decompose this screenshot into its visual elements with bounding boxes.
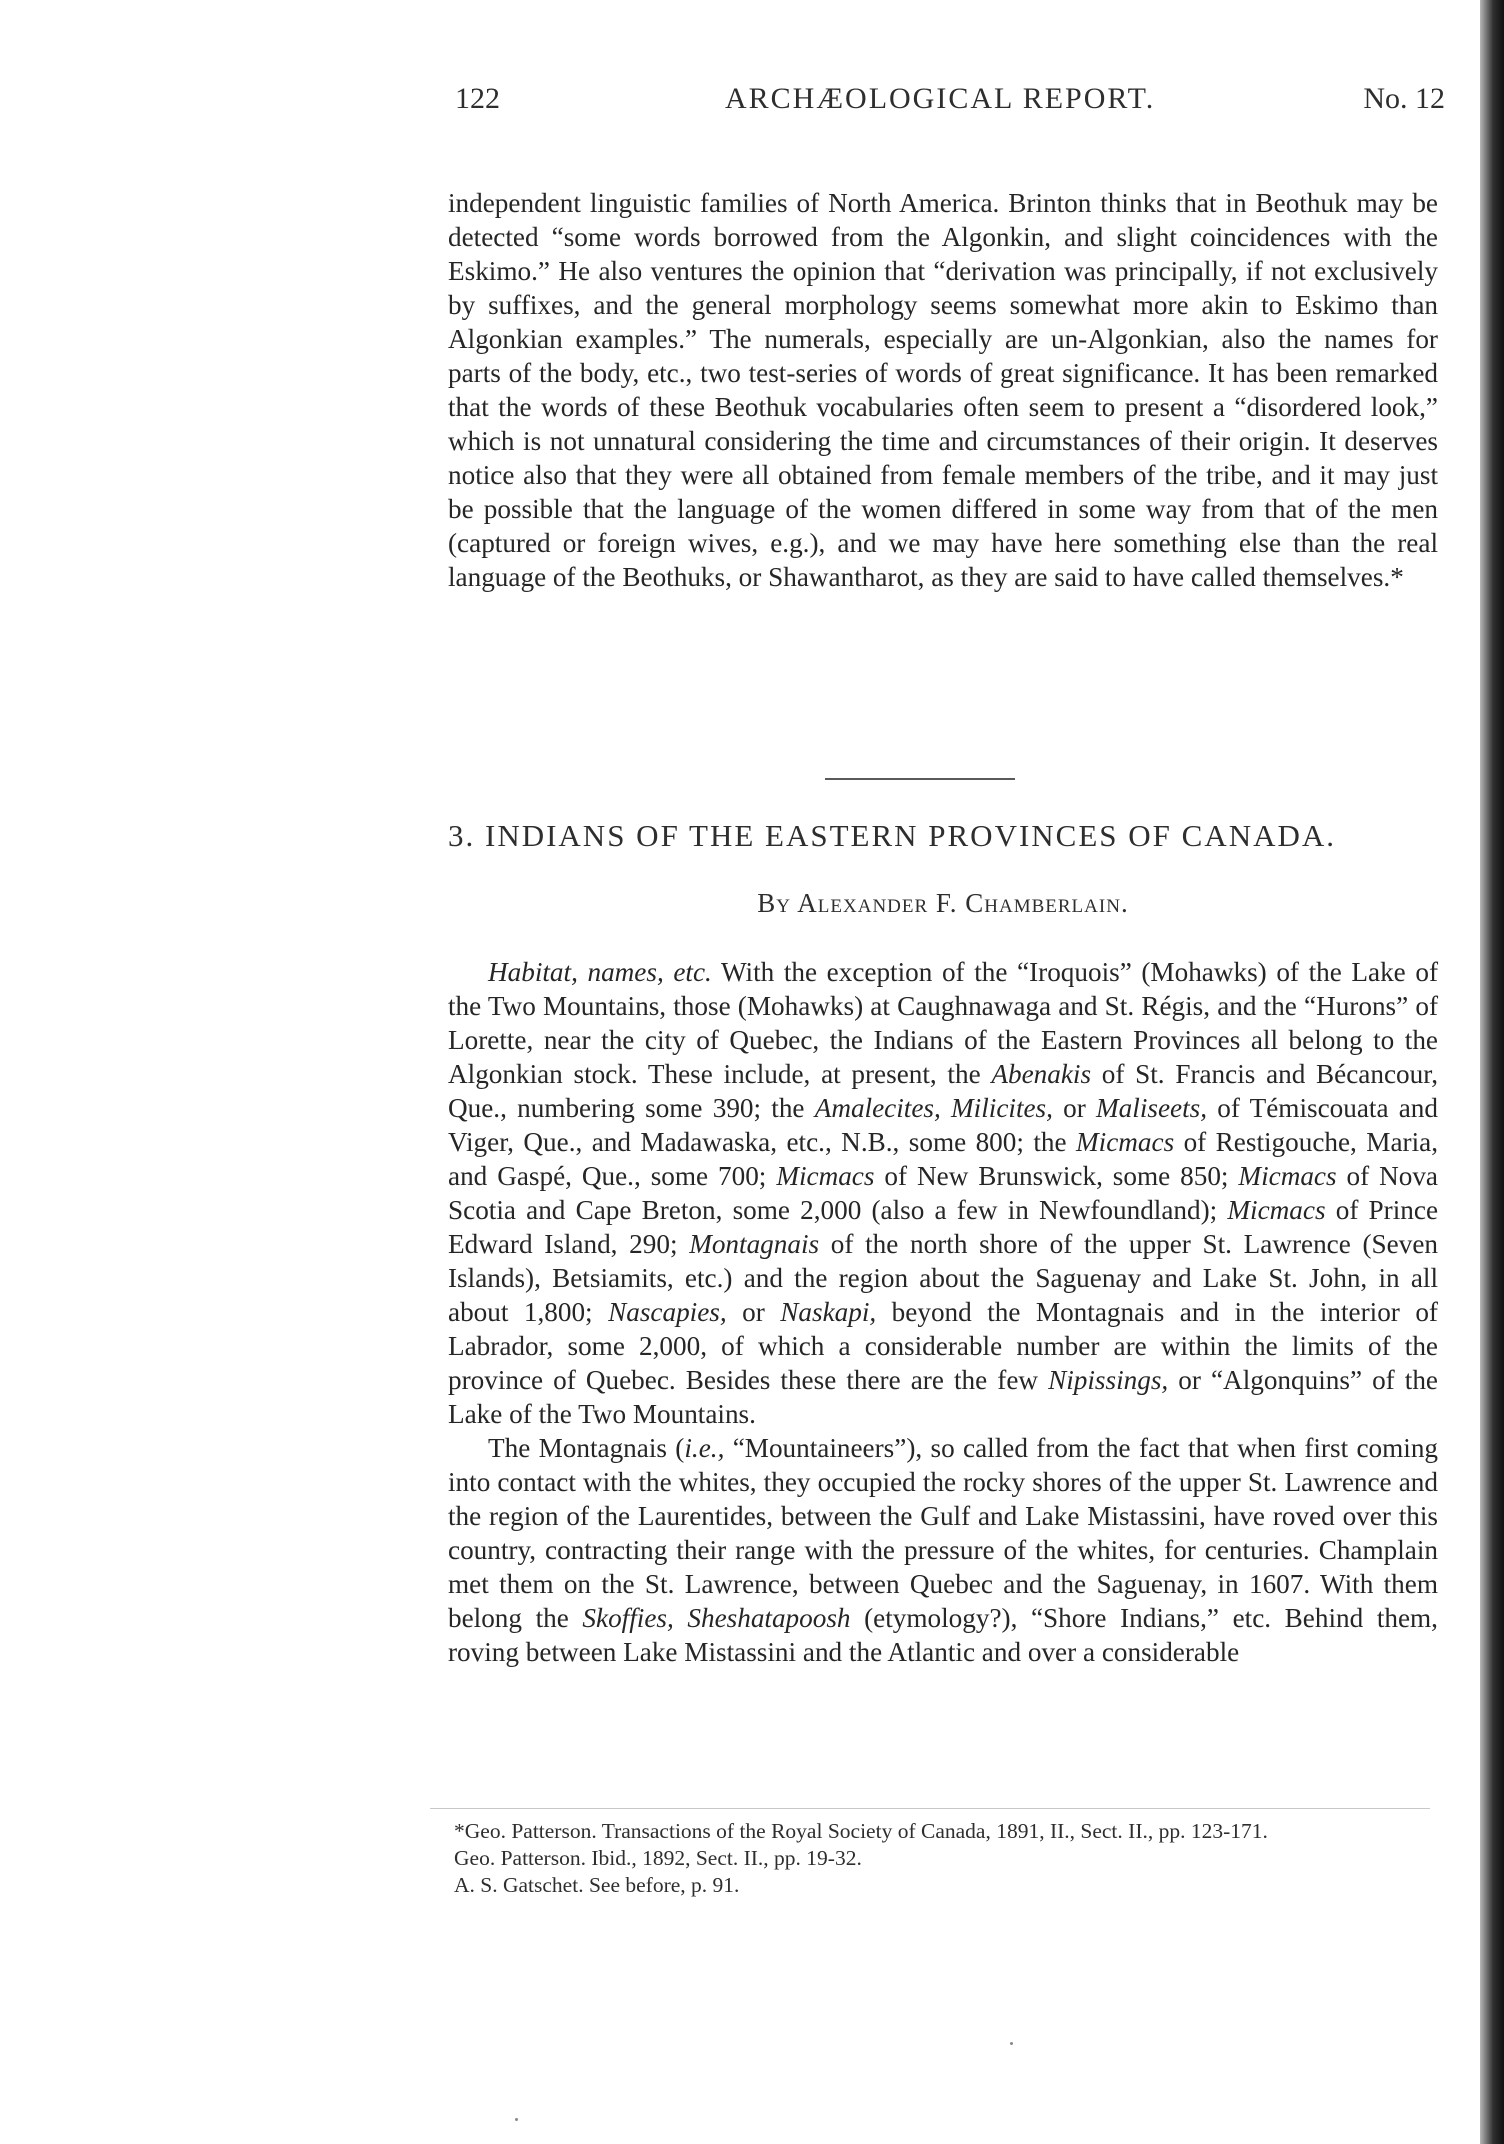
scan-speck [1010, 2042, 1013, 2045]
scan-speck [515, 2118, 518, 2121]
footnote-3: A. S. Gatschet. See before, p. 91. [454, 1873, 740, 1897]
paragraph-habitat: Habitat, names, etc. With the exception of the “Iroquois” (Mohawks) of the Lake of the Two Mountains, those (Mohawks) at Caughnawaga and St. Régis, and the “Hurons” of Lorette, near the city of Quebec, the Indians of the Eastern Provinces all belong to the Algonkian stock. These include, at present, the Abenakis of St. Francis and Bécancour, Que., numbering some 390; the Amalecites, Milicites, or Maliseets, of Témiscouata and Viger, Que., and Madawaska, etc., N.B., some 800; the Micmacs of Restigouche, Maria, and Gaspé, Que., some 700; Micmacs of New Brunswick, some 850; Micmacs of Nova Scotia and Cape Breton, some 2,000 (also a few in Newfoundland); Micmacs of Prince Edward Island, 290; Montagnais of the north shore of the upper St. Lawrence (Seven Islands), Betsiamits, etc.) and the region about the Saguenay and Lake St. John, in all about 1,800; Nascapies, or Naskapi, beyond the Montagnais and in the interior of Labrador, some 2,000, of which a considerable number are within the limits of the province of Quebec. Besides these there are the few Nipissings, or “Algonquins” of the Lake of the Two Mountains. [448, 957, 1439, 1429]
running-title: ARCHÆOLOGICAL REPORT. [725, 82, 1156, 115]
footnote-2: Geo. Patterson. Ibid., 1892, Sect. II., pp. 19-32. [454, 1846, 862, 1870]
italic-heading: Habitat, names, etc. [488, 957, 712, 987]
footnotes [430, 1818, 1430, 1899]
paragraph-montagnais: The Montagnais (i.e., “Mountaineers”), so called from the fact that when first coming into contact with the whites, they occupied the rocky shores of the upper St. Lawrence and the region of the Laurentides, between the Gulf and Lake Mistassini, have roved over this country, contracting their range with the pressure of the whites, for centuries. Champlain met them on the St. Lawrence, between Quebec and the Saguenay, in 1607. With them belong the Skoffies, Sheshatapoosh (etymology?), “Shore Indians,” etc. Behind them, roving between Lake Mistassini and the Atlantic and over a considerable [448, 1433, 1439, 1667]
footnote-1: *Geo. Patterson. Transactions of the Royal Society of Canada, 1891, II., Sect. II., pp. 123-171. [454, 1819, 1268, 1843]
section-title: 3. INDIANS OF THE EASTERN PROVINCES OF CANADA. [448, 818, 1337, 853]
section-body [448, 955, 1438, 1669]
footnote-divider [430, 1808, 1430, 1809]
running-header [455, 82, 1445, 142]
author-byline: By Alexander F. Chamberlain. [757, 888, 1129, 918]
paragraph-beothuk: independent linguistic families of North America. Brinton thinks that in Beothuk may be detected “some words borrowed from the Algonkin, and slight coincidences with the Eskimo.” He also ventures the opinion that “derivation was principally, if not exclusively by suffixes, and the general morphology seems somewhat more akin to Eskimo than Algonkian examples.” The numerals, especially are un-Algonkian, also the names for parts of the body, etc., two test-series of words of great significance. It has been remarked that the words of these Beothuk vocabularies often seem to present a “disordered look,” which is not unnatural considering the time and circumstances of their origin. It deserves notice also that they were all obtained from female members of the tribe, and it may just be possible that the language of the women differed in some way from that of the men (captured or foreign wives, e.g.), and we may have here something else than the real language of the Beothuks, or Shawantharot, as they are said to have called themselves.* [448, 188, 1438, 592]
section-divider [825, 778, 1015, 780]
continued-paragraph [448, 186, 1438, 594]
page-edge-shadow [1480, 0, 1504, 2144]
page-number: 122 [455, 82, 500, 115]
issue-number: No. 12 [1363, 82, 1445, 115]
